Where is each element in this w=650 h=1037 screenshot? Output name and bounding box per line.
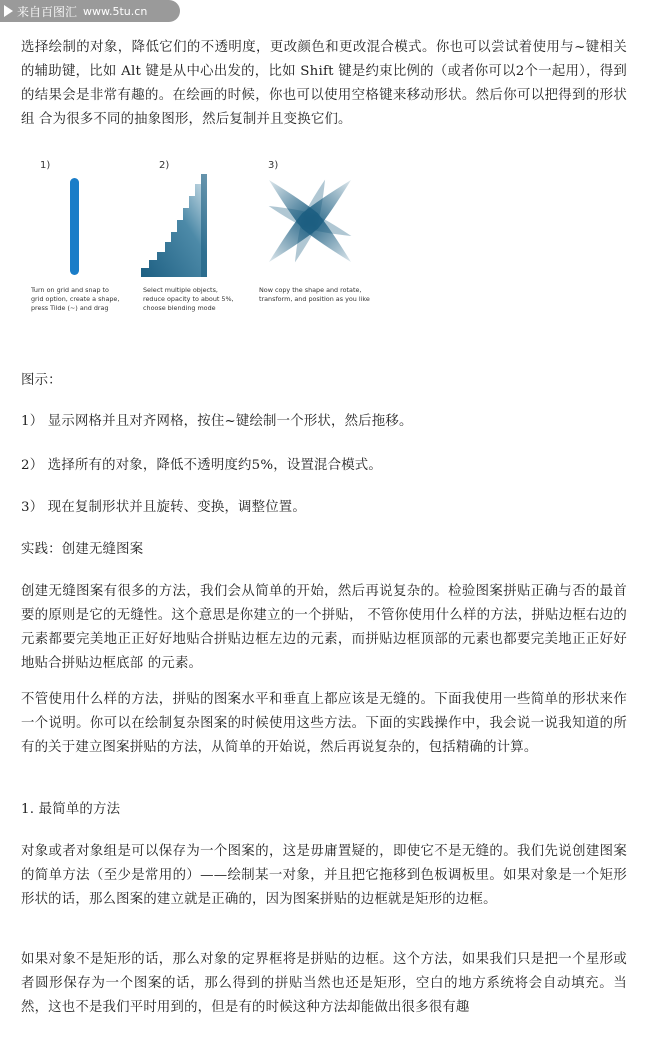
paragraph-seamless-methods: 不管使用什么样的方法，拼贴的图案水平和垂直上都应该是无缝的。下面我使用一些简单的形状来作一个说明。你可以在绘制复杂图案的时候使用这些方法。下面的实践操作中，我会说一说我知道的所有的关于建立图案拼贴的方法，从简单的开始说，然后再说复杂的，包括精确的计算。 — [21, 692, 627, 755]
figure-label-1: 1) — [40, 160, 51, 171]
intro-paragraph: 选择绘制的对象，降低它们的不透明度，更改颜色和更改混合模式。你也可以尝试着使用与~键相关的辅助键，比如 Alt 键是从中心出发的，比如 Shift 键是约束比例的（或者你可以2个一起用），得到的结果会是非常有趣的。在绘画的时候，你也可以使用空格键来移动形状。然后你可以把得到的形状组 合为很多不同的抽象图形，然后复制并且变换它们。 — [21, 40, 627, 127]
rotated-x-shape — [255, 166, 365, 276]
subheading-simplest-method: 1. 最简单的方法 — [21, 802, 121, 817]
illustration-figure — [21, 160, 627, 360]
figure-label-3: 3) — [268, 160, 279, 171]
figure-caption-3: Now copy the shape and rotate, transform, and position as you like — [259, 286, 370, 303]
legend-item-3: 3） 现在复制形状并且旋转、变换，调整位置。 — [21, 500, 306, 515]
legend-item-2: 2） 选择所有的对象，降低不透明度约5%，设置混合模式。 — [21, 458, 382, 473]
paragraph-non-rectangle-tile: 如果对象不是矩形的话，那么对象的定界框将是拼贴的边框。这个方法，如果我们只是把一个星形或者圆形保存为一个图案的话，那么得到的拼贴当然也还是矩形，空白的地方系统将会自动填充。当然，这也不是我们平时用到的，但是有的时候这种方法却能做出很多很有趣 — [21, 952, 627, 1015]
paragraph-rectangle-tile: 对象或者对象组是可以保存为一个图案的，这是毋庸置疑的，即使它不是无缝的。我们先说创建图案的简单方法（至少是常用的）——绘制某一对象，并且把它拖移到色板调板里。如果对象是一个矩形形状的话，那么图案的建立就是正确的，因为图案拼贴的边框就是矩形的边框。 — [21, 844, 627, 907]
blue-bar-shape — [70, 178, 79, 275]
paragraph-seamless-principle: 创建无缝图案有很多的方法，我们会从简单的开始，然后再说复杂的。检验图案拼贴正确与否的最首要的原则是它的无缝性。这个意思是你建立的一个拼贴， 不管你使用什么样的方法，拼贴边框右边的元素都要完美地正正好好地贴合拼贴边框左边的元素，而拼贴边框顶部的元素也都要完美地正正好好地贴合拼贴边框底部 的元素。 — [21, 584, 627, 671]
watermark-site: www.5tu.cn — [83, 4, 148, 18]
figure-caption-1: Turn on grid and snap to grid option, create a shape, press Tilde (~) and drag — [31, 286, 120, 312]
section-heading: 实践：创建无缝图案 — [21, 542, 144, 557]
watermark-text: 来自百图汇 — [17, 4, 78, 19]
play-arrow-icon — [4, 5, 13, 17]
legend-item-1: 1） 显示网格并且对齐网格，按住~键绘制一个形状，然后拖移。 — [21, 414, 413, 429]
legend-label: 图示： — [21, 373, 62, 388]
figure-label-2: 2) — [159, 160, 170, 171]
watermark-badge — [0, 0, 180, 22]
staircase-gradient-shape — [139, 174, 209, 278]
figure-caption-2: Select multiple objects, reduce opacity to about 5%, choose blending mode — [143, 286, 234, 312]
